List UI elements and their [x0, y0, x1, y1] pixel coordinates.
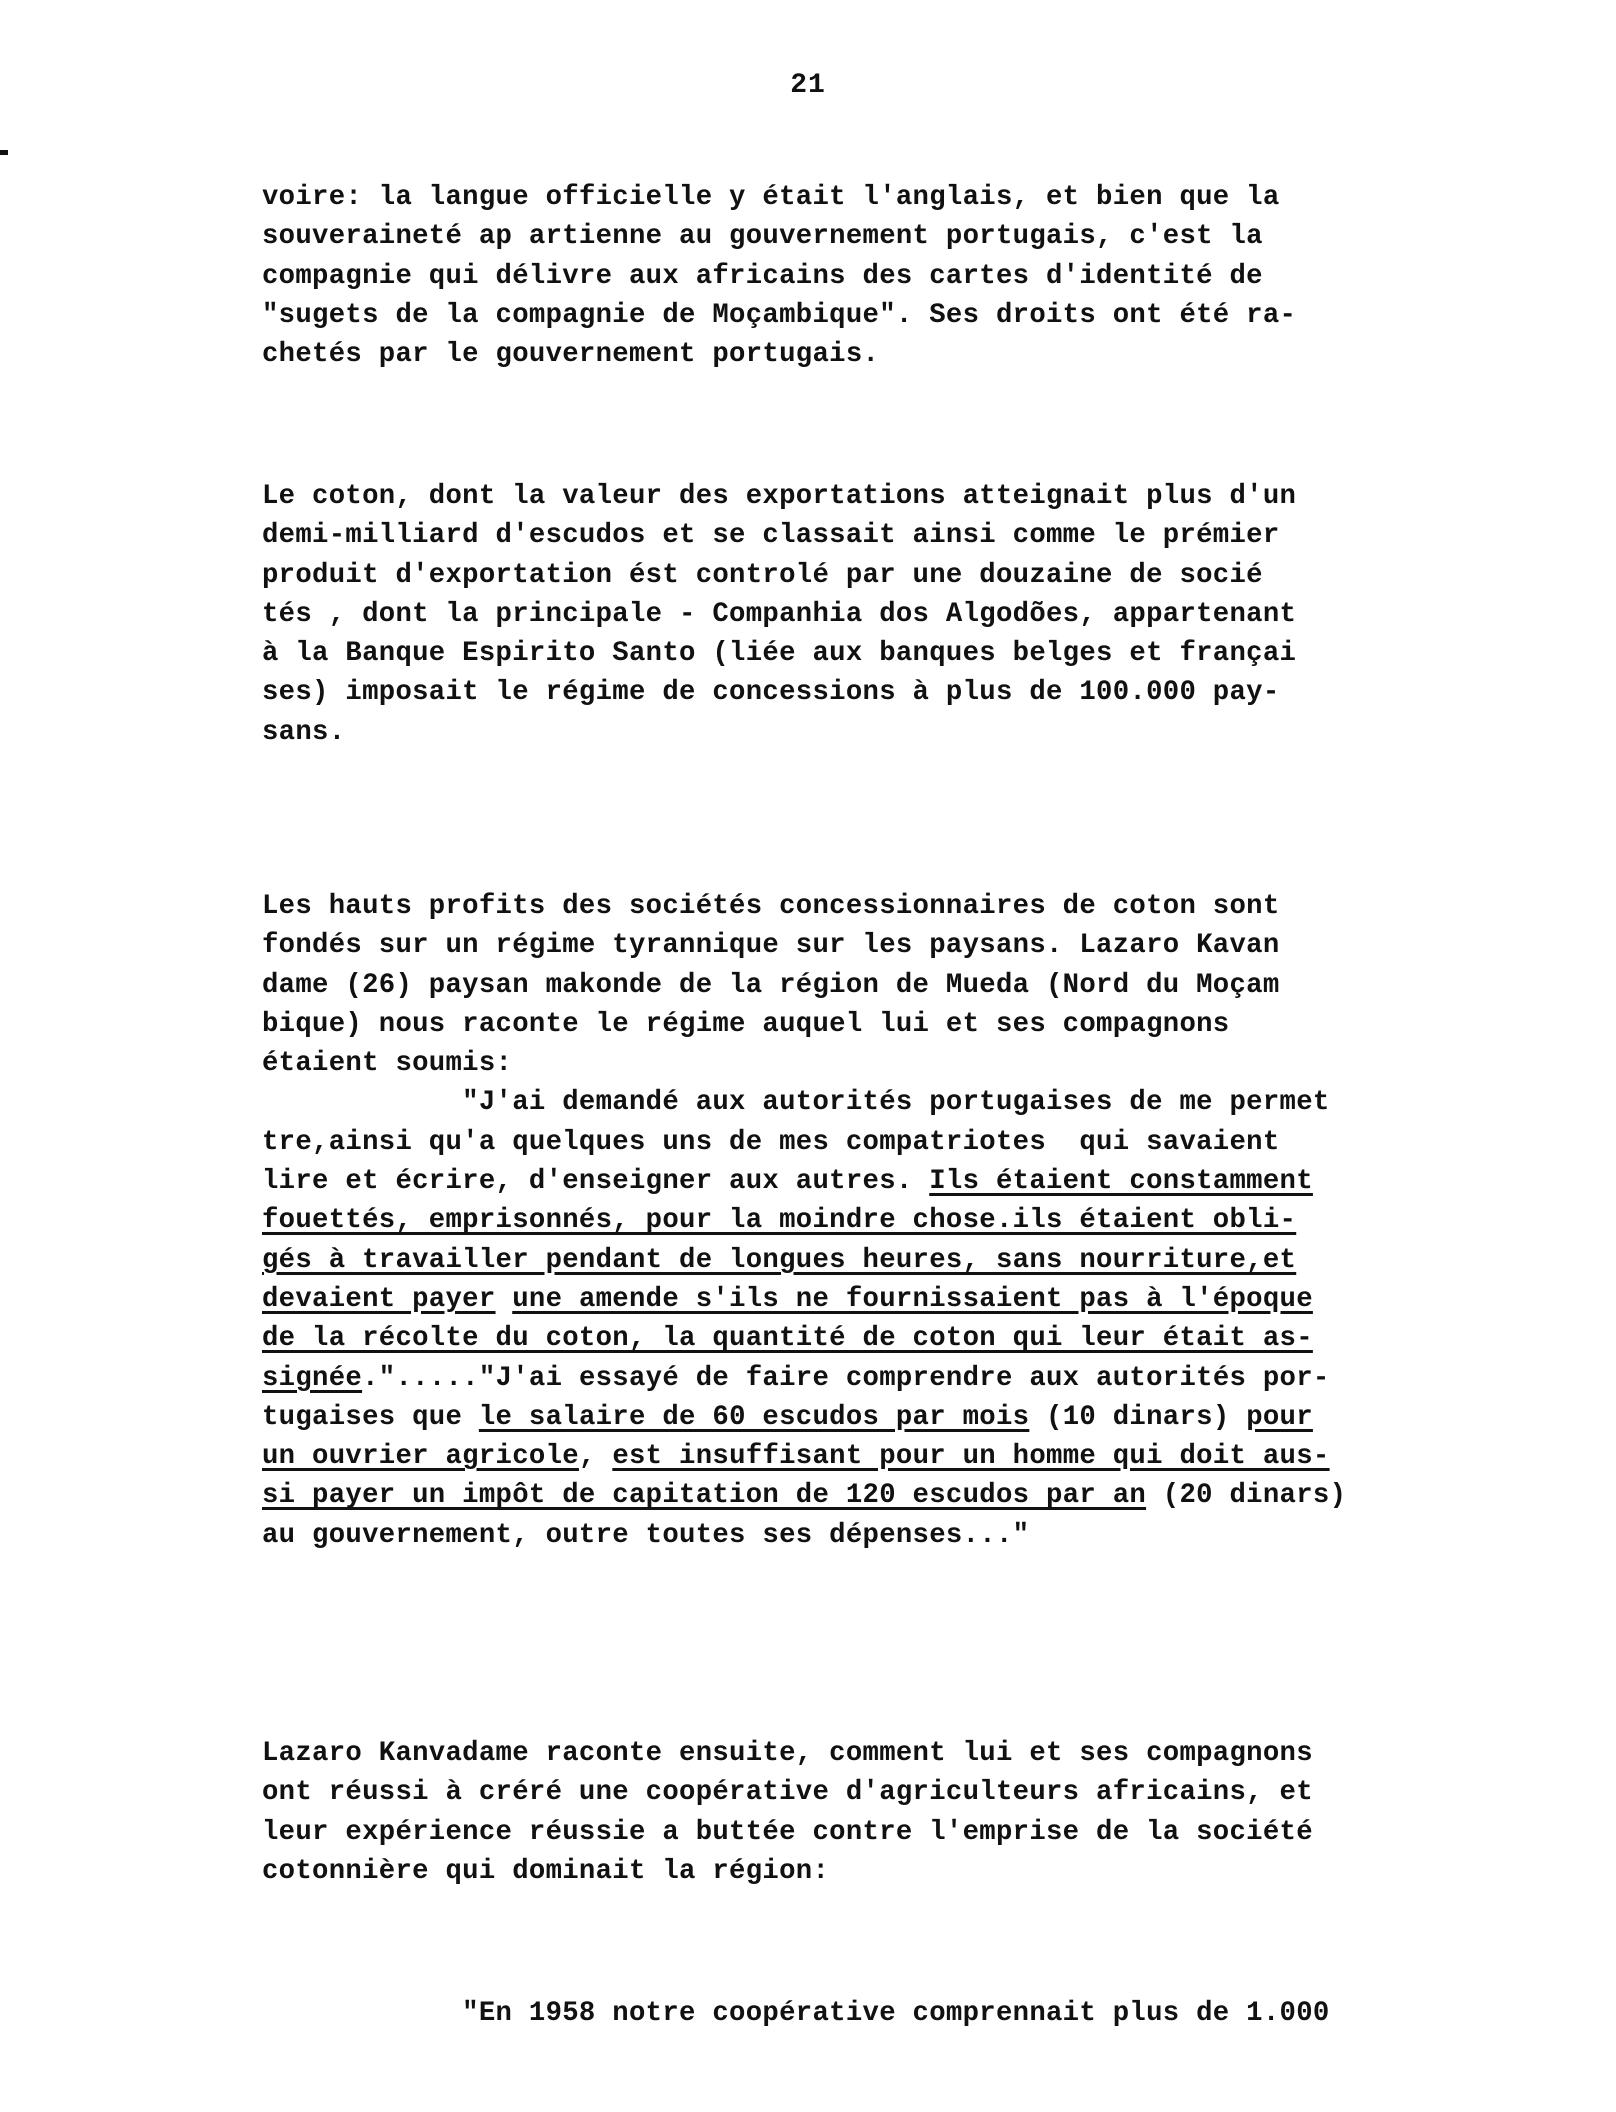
- page-number: 21: [790, 70, 826, 101]
- text-segment: tés , dont la principale - Companhia dos Algodões, appartenant: [262, 598, 1297, 630]
- text-line: [262, 1516, 1582, 1555]
- text-segment: "J'ai demandé aux autorités portugaises de me permet: [262, 1087, 1330, 1119]
- paragraph-2: [262, 477, 1582, 752]
- underlined-text: une amende s'ils ne fournissaient pas à l'époque: [512, 1283, 1313, 1315]
- text-segment: Les hauts profits des sociétés concessionnaires de coton sont: [262, 891, 1280, 922]
- text-line: [262, 257, 1582, 296]
- text-line: [262, 335, 1582, 374]
- text-segment: dame (26) paysan makonde de la région de Mueda (Nord du Moçam: [262, 969, 1280, 1001]
- text-line: [262, 1201, 1582, 1240]
- underlined-text: pour: [1246, 1401, 1313, 1433]
- underlined-text: gés à travailler pendant de longues heures, sans nourriture,et: [262, 1244, 1297, 1276]
- text-segment: au gouvernement, outre toutes ses dépenses...": [262, 1519, 1030, 1551]
- text-segment: (20 dinars): [1146, 1480, 1347, 1512]
- text-line: [262, 634, 1582, 673]
- underlined-text: si payer un impôt de capitation de 120 escudos par an: [262, 1480, 1147, 1512]
- text-segment: [496, 1284, 513, 1315]
- text-line: [262, 1319, 1582, 1358]
- text-segment: Lazaro Kanvadame raconte ensuite, comment lui et ses compagnons: [262, 1738, 1313, 1769]
- text-segment: (10 dinars): [1029, 1401, 1247, 1433]
- text-line: [262, 713, 1582, 752]
- text-line: [262, 1773, 1582, 1812]
- underlined-text: de la récolte du coton, la quantité de coton qui leur était as-: [262, 1323, 1313, 1355]
- text-segment: ont réussi à créré une coopérative d'agriculteurs africains, et: [262, 1777, 1313, 1809]
- text-segment: étaient soumis:: [262, 1048, 513, 1080]
- text-line: [262, 1083, 1582, 1122]
- text-segment: ses) imposait le régime de concessions à plus de 100.000 pay-: [262, 677, 1280, 709]
- text-line: [262, 1994, 1582, 2033]
- text-segment: "sugets de la compagnie de Moçambique". Ses droits ont été ra-: [262, 299, 1297, 331]
- text-line: [262, 1734, 1582, 1773]
- text-line: [262, 217, 1582, 256]
- underlined-text: Ils étaient constamment: [929, 1166, 1313, 1198]
- text-segment: produit d'exportation ést controlé par une douzaine de socié: [262, 559, 1263, 591]
- text-line: [262, 1359, 1582, 1398]
- text-line: [262, 1162, 1582, 1201]
- text-line: [262, 516, 1582, 555]
- text-line: [262, 1123, 1582, 1162]
- text-line: [262, 887, 1582, 926]
- text-segment: bique) nous raconte le régime auquel lui et ses compagnons: [262, 1008, 1230, 1040]
- text-segment: tugaises que: [262, 1401, 479, 1433]
- text-line: [262, 1476, 1582, 1515]
- text-segment: chetés par le gouvernement portugais.: [262, 339, 880, 371]
- text-segment: Le coton, dont la valeur des exportations atteignait plus d'un: [262, 481, 1297, 512]
- text-line: [262, 926, 1582, 965]
- paragraph-1: [262, 178, 1582, 374]
- text-segment: à la Banque Espirito Santo (liée aux banques belges et françai: [262, 638, 1297, 670]
- margin-mark: [0, 150, 8, 155]
- text-line: [262, 673, 1582, 712]
- underlined-text: devaient payer: [262, 1283, 496, 1315]
- text-line: [262, 178, 1582, 217]
- text-line: [262, 296, 1582, 335]
- text-line: [262, 595, 1582, 634]
- text-segment: sans.: [262, 716, 346, 748]
- paragraph-3: [262, 887, 1582, 1555]
- text-line: [262, 1241, 1582, 1280]
- text-segment: "En 1958 notre coopérative comprennait plus de 1.000: [262, 1998, 1330, 2029]
- text-segment: souveraineté ap artienne au gouvernement portugais, c'est la: [262, 221, 1263, 253]
- underlined-text: signée: [262, 1362, 363, 1394]
- paragraph-4: [262, 1734, 1582, 1891]
- text-line: [262, 1813, 1582, 1852]
- text-line: [262, 556, 1582, 595]
- underlined-text: un ouvrier agricole: [262, 1441, 579, 1473]
- text-line: [262, 1398, 1582, 1437]
- paragraph-5: [262, 1994, 1582, 2033]
- text-line: [262, 1437, 1582, 1476]
- text-segment: lire et écrire, d'enseigner aux autres.: [262, 1166, 930, 1198]
- text-segment: cotonnière qui dominait la région:: [262, 1855, 830, 1887]
- text-segment: voire: la langue officielle y était l'anglais, et bien que la: [262, 182, 1280, 213]
- text-line: [262, 1044, 1582, 1083]
- underlined-text: fouettés, emprisonnés, pour la moindre chose.ils étaient obli-: [262, 1205, 1297, 1237]
- text-segment: ,: [578, 1441, 613, 1473]
- underlined-text: est insuffisant pour un homme qui doit aus-: [612, 1441, 1330, 1473]
- text-segment: leur expérience réussie a buttée contre l'emprise de la société: [262, 1816, 1313, 1848]
- text-line: [262, 966, 1582, 1005]
- text-line: [262, 1852, 1582, 1891]
- text-line: [262, 477, 1582, 516]
- text-segment: fondés sur un régime tyrannique sur les paysans. Lazaro Kavan: [262, 930, 1280, 962]
- text-line: [262, 1280, 1582, 1319]
- text-line: [262, 1005, 1582, 1044]
- underlined-text: le salaire de 60 escudos par mois: [478, 1401, 1030, 1433]
- text-segment: demi-milliard d'escudos et se classait ainsi comme le prémier: [262, 520, 1280, 552]
- text-segment: tre,ainsi qu'a quelques uns de mes compatriotes qui savaient: [262, 1126, 1280, 1158]
- text-segment: compagnie qui délivre aux africains des cartes d'identité de: [262, 260, 1263, 292]
- text-segment: ."....."J'ai essayé de faire comprendre aux autorités por-: [362, 1362, 1330, 1394]
